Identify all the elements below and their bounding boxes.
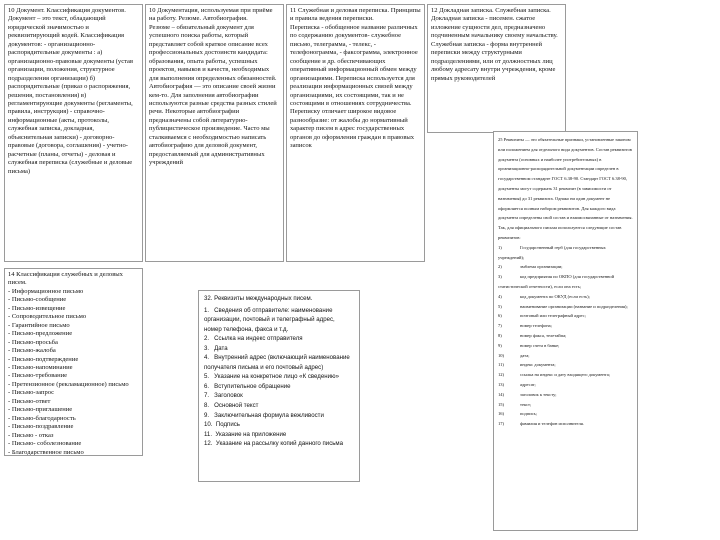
card-title: 32. Реквизиты международных писем. xyxy=(204,295,313,302)
list-item: 11. Указание на приложение xyxy=(204,430,287,438)
card-document-requisites xyxy=(493,131,638,531)
list-item: 7) номер телефона; xyxy=(498,323,552,329)
list-item: 3) код предприятия по ОКПО (для государственной статистической отчетности), если она есть; xyxy=(498,274,616,289)
list-item: 7. Заголовок xyxy=(204,392,243,400)
card-international-letter-requisites xyxy=(198,290,360,482)
list-item: 6) почтовый или телеграфный адрес; xyxy=(498,313,586,319)
list-item: - Письмо-запрос xyxy=(8,389,55,397)
list-item: - Письмо-требование xyxy=(8,372,68,380)
list-item: - Претензионное (рекламационное) письмо xyxy=(8,380,129,388)
card-hiring-documents xyxy=(145,4,284,262)
list-item: 13) адресат; xyxy=(498,381,536,387)
list-item: - Письмо-жалоба xyxy=(8,347,56,355)
list-item: 15) текст; xyxy=(498,401,532,407)
list-item: - Информационное письмо xyxy=(8,287,84,295)
card-title: 11 Служебная и деловая переписка. Принципы и правила ведения переписки. xyxy=(290,7,421,23)
list-item: 1) Государственный герб (для государственных учреждений); xyxy=(498,244,607,260)
list-item: 8. Основной текст xyxy=(204,402,259,410)
list-item: - Письмо-извещение xyxy=(8,304,66,312)
card-title: 10 Документ. Классификация документов. xyxy=(8,7,126,14)
card-business-correspondence xyxy=(286,4,425,262)
list-item: - Письмо-сообщение xyxy=(8,296,67,304)
list-item: - Письмо-предложение xyxy=(8,330,73,338)
card-intro: 25 Реквизиты — это обязательные признаки, установленные законом или положением для отдельного вида документов. Состав реквизитов документа (основных и наиболее употребительных) в организационно-распорядительной документации определен в государственном стандарте ГОСТ 6.38-90. Стандарт ГОСТ 6.38-90, документы могут содержать 31 реквизит (в зависимости от назначения) до 31 реквизита. Однако ни один документ не оформляется полным набором реквизитов. Для каждого вида документа определены свой состав и взаимосвязанные от назначения. Так, для официального письма используются следующие состав реквизитов: xyxy=(498,137,633,240)
list-item: 11) индекс документа; xyxy=(498,362,556,368)
list-item: - Письмо-просьба xyxy=(8,338,58,346)
list-item: - Письмо - отказ xyxy=(8,431,54,439)
card-body: Переписка - обобщенное название различных по содержанию документов- служебное письмо, телеграмма, - телекс, - телефонограмма, - факсограмма, электронное сообщение и др. обеспечивающих оперативный информационный обмен между организациями. Переписка используется для реализации информационных связей между организациями, их состоящими, так и не состоящими в отношениях сотрудничества. Переписку отличает широкое видовое разнообразие: от жалобы до нормативный характер писем в адрес государственных органов до оформления граждан в правовых записок xyxy=(290,23,418,150)
requisites-numbered-list xyxy=(498,243,633,429)
card-body: Документ – это текст, обладающий юридической значимостью и реквизитирующий кодей. Классификация документов: - организационно-распорядительные документы : а) организационно-правовые документы (устав организации, положения, структурное подразделения организации) б) распорядительные (приказ о распоряжения, решения, постановления) в) регламентирующие документы (регламенты, правила, инструкция) - справочно-информационные (акты, протоколы, служебная записка, докладная, объяснительная записки) - договорно-правовые (договора, соглашения) - учетно-расчетные (планы, отчеты) - деловая и служебная переписка (служебные и деловые письма) xyxy=(8,15,134,175)
list-item: 14) заголовок к тексту; xyxy=(498,391,557,397)
list-item: 4. Внутренний адрес (включающий наименование получателя письма и его почтовый адрес) xyxy=(204,354,352,371)
card-body: Докладная записка - писемен. сжатое изложение сущности дел, предназначено подчиненным начальнику своему начальству. Служебная записка - форма внутренней переписки между структурными подразделениями, или от должностных лиц любому адресату внутри учреждения, кроме прямых руководителей xyxy=(431,15,558,82)
card-letter-classification xyxy=(4,268,143,456)
card-memo-notes xyxy=(427,4,566,133)
list-item: 17) фамилия и телефон исполнителя. xyxy=(498,421,584,427)
list-item: 4) код документа по ОКУД (если есть); xyxy=(498,293,590,299)
list-item: - Письмо-подтверждение xyxy=(8,355,79,363)
list-item: - Письмо-напоминание xyxy=(8,363,73,371)
list-item: 3. Дата xyxy=(204,344,228,352)
list-item: 10. Подпись xyxy=(204,421,240,429)
list-item: 1. Сведения об отправителе: наименование организации, почтовый и телеграфный адрес, номер телефона, факса и т.д. xyxy=(204,306,337,333)
list-item: 5) наименование организации (название и подразделения); xyxy=(498,303,628,309)
letter-type-list xyxy=(8,288,139,456)
list-item: 10) дата; xyxy=(498,352,530,358)
list-item: - Письмо-ответ xyxy=(8,397,51,405)
list-item: 9. Заключительная формула вежливости xyxy=(204,411,324,419)
card-body: Резюме – обязательный документ для успешного поиска работы, который представляет собой краткое описание всех профессиональных достоинств кандидата: образования, опыта работы, успешных проектов, навыков и качеств, необходимых для выполнения определенных обязанностей. Автобиография — это описание своей жизни кем-то. Для заполнения автобиографии используются разные средства разных стилей речи. Некоторые автобиографии предназначены собой литературно-публицистическое произведение. Часто мы сталкиваемся с необходимостью написать автобиографию для деловой документ, предоставляемый для административных учреждений xyxy=(149,23,277,167)
list-item: 6. Вступительное обращение xyxy=(204,382,291,390)
list-item: - Письмо- соболезнование xyxy=(8,440,82,448)
requisites-list xyxy=(204,306,354,449)
list-item: - Благодарственное письмо xyxy=(8,448,84,456)
list-item: - Письмо-благодарность xyxy=(8,414,76,422)
list-item: 12) ссылка на индекс и дату входящего документа; xyxy=(498,372,610,378)
list-item: - Письмо-приглашение xyxy=(8,406,73,414)
list-item: 2) эмблема организации; xyxy=(498,264,563,270)
card-title: 12 Докладная записка. Служебная записка. xyxy=(431,7,551,14)
list-item: 2. Ссылка на индекс отправителя xyxy=(204,335,303,343)
card-title: 10 Документация, используемая при приёме на работу. Резюме. Автобиография. xyxy=(149,7,273,23)
list-item: - Письмо-поздравление xyxy=(8,423,74,431)
list-item: 8) номер факса, телетайпа; xyxy=(498,332,567,338)
list-item: 5. Указание на конкретное лицо «К сведению» xyxy=(204,373,339,381)
list-item: - Сопроводительное письмо xyxy=(8,313,87,321)
list-item: 12. Указание на рассылку копий данного письма xyxy=(204,440,344,448)
card-document-classification xyxy=(4,4,143,262)
card-title: 14 Классификация служебных и деловых писем. xyxy=(8,271,123,287)
list-item: 9) номер счета в банке; xyxy=(498,342,560,348)
list-item: - Гарантийное письмо xyxy=(8,321,70,329)
list-item: 16) подпись; xyxy=(498,411,537,417)
